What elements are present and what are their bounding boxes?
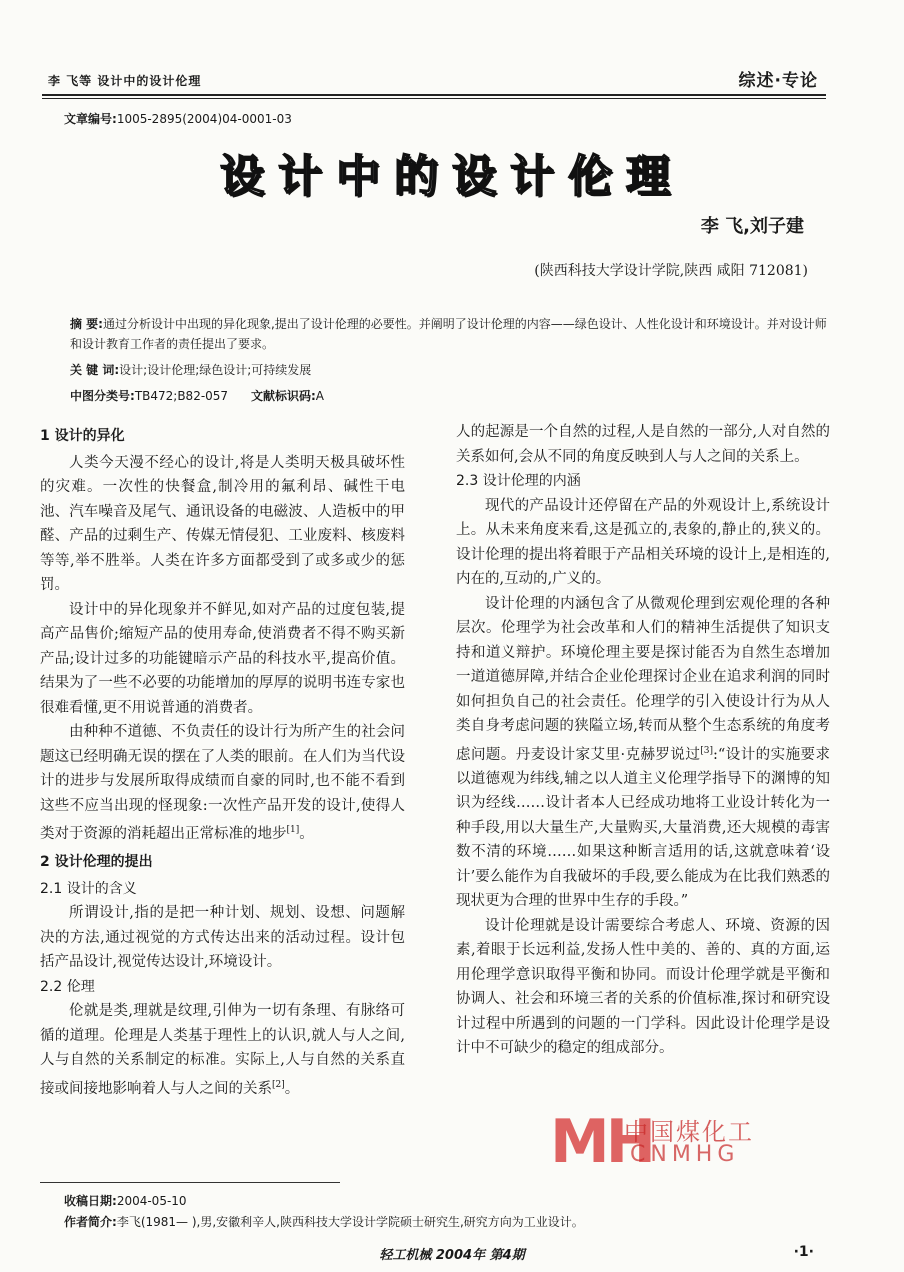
affiliation: (陕西科技大学设计学院,陕西 咸阳 712081) <box>534 263 808 279</box>
citation: [2] <box>272 1079 285 1090</box>
watermark-text-cn: 中国煤化工 <box>624 1118 754 1146</box>
paper-title: 设计中的设计伦理 <box>220 151 684 202</box>
paragraph: 设计伦理就是设计需要综合考虑人、环境、资源的因素,着眼于长远利益,发扬人性中美的、善的、真的方面,运用伦理学意识取得平衡和协同。而设计伦理学就是平衡和协调人、社会和环境三者的关系的价值标准,探讨和研究设计过程中所遇到的问题的一门学科。因此设计伦理学是设计中不可缺少的稳定的组成部分。 <box>456 917 830 1057</box>
received-date: 收稿日期:2004-05-10 <box>64 1194 187 1208</box>
paragraph: 所谓设计,指的是把一种计划、规划、设想、问题解决的方法,通过视觉的方式传达出来的活动过程。设计包括产品设计,视觉传达设计,环境设计。 <box>40 905 405 971</box>
citation: [1] <box>286 825 300 835</box>
running-header-left: 李 飞等 设计中的设计伦理 <box>48 74 202 88</box>
paragraph: 人的起源是一个自然的过程,人是自然的一部分,人对自然的关系如何,会从不同的角度反映到人与人之间的关系上。 <box>456 424 830 465</box>
subsection-heading: 2.2 伦理 <box>40 978 95 995</box>
section-heading: 1 设计的异化 <box>40 428 125 444</box>
section-heading: 2 设计伦理的提出 <box>40 854 153 871</box>
paragraph: 由种种不道德、不负责任的设计行为所产生的社会问题这已经明确无误的摆在了人类的眼前。在人们为当代设计的进步与发展所取得成绩而自豪的同时,也不能不看到这些不应当出现的怪现象:一次性产品开发的设计,使得人类对于资源的消耗超出正常标准的地步[1]。 <box>40 724 405 842</box>
journal-footer: 轻工机械 2004年 第4期 <box>379 1248 525 1263</box>
paragraph: 设计伦理的内涵包含了从微观伦理到宏观伦理的各种层次。伦理学为社会改革和人们的精神生活提供了知识支持和道义辩护。环境伦理主要是探讨能否为自然生态增加一道道德屏障,并结合企业伦理探讨企业在追求利润的同时如何担负自己的社会责任。伦理学的引入使设计行为从人类自身考虑问题的狭隘立场,转而从整个生态系统的角度考虑问题。丹麦设计家艾里·克赫罗说过[3]:“设计的实施要求以道德观为纬线,辅之以人道主义伦理学指导下的渊博的知识为经线……设计者本人已经成功地将工业设计转化为一种手段,用以大量生产,大量购买,大量消费,还大规模的毒害数不清的环境……如果这种断言适用的话,这就意味着‘设计’要么能作为自我破坏的手段,要么能成为在比我们熟悉的现状更为合理的世界中生存的手段。” <box>456 595 830 910</box>
paragraph: 伦就是类,理就是纹理,引伸为一切有条理、有脉络可循的道理。伦理是人类基于理性上的认识,就人与人之间,人与自然的关系制定的标准。实际上,人与自然的关系直接或间接地影响着人与人之间的关系[2]。 <box>40 1003 405 1097</box>
header-rule-thin <box>42 98 826 99</box>
running-header-section: 综述·专论 <box>738 71 818 91</box>
subsection-heading: 2.1 设计的含义 <box>40 880 137 897</box>
keywords: 关 键 词:设计;设计伦理;绿色设计;可持续发展 <box>70 363 312 377</box>
header-rule <box>42 94 826 96</box>
watermark-logo <box>550 1107 904 1177</box>
page-number: ·1· <box>793 1244 814 1260</box>
authors: 李 飞,刘子建 <box>700 216 804 237</box>
article-number: 文章编号:1005-2895(2004)04-0001-03 <box>64 112 292 126</box>
classification: 中图分类号:TB472;B82-057 文献标识码:A <box>70 389 324 403</box>
body-column-right <box>456 420 830 1061</box>
body-column-left <box>40 420 405 1101</box>
paragraph: 人类今天漫不经心的设计,将是人类明天极具破坏性的灾难。一次性的快餐盒,制冷用的氟利昂、碱性干电池、汽车噪音及尾气、通讯设备的电磁波、人造板中的甲醛、产品的过剩生产、传媒无情侵犯、工业废料、核废料等等,举不胜举。人类在许多方面都受到了或多或少的惩罚。 <box>40 454 405 593</box>
abstract: 摘 要:通过分析设计中出现的异化现象,提出了设计伦理的必要性。并阐明了设计伦理的内容——绿色设计、人性化设计和环境设计。并对设计师和设计教育工作者的责任提出了要求。 <box>70 317 827 351</box>
watermark-logo-mark: MH <box>550 1107 652 1177</box>
paragraph: 现代的产品设计还停留在产品的外观设计上,系统设计上。从未来角度来看,这是孤立的,表象的,静止的,狭义的。设计伦理的提出将着眼于产品相关环境的设计上,是相连的,内在的,互动的,广义的。 <box>456 497 830 587</box>
subsection-heading: 2.3 设计伦理的内涵 <box>456 473 581 489</box>
citation: [3] <box>700 745 714 756</box>
author-bio: 作者简介:李飞(1981— ),男,安徽利辛人,陕西科技大学设计学院硕士研究生,研究方向为工业设计。 <box>64 1215 584 1229</box>
paragraph: 设计中的异化现象并不鲜见,如对产品的过度包装,提高产品售价;缩短产品的使用寿命,使消费者不得不购买新产品;设计过多的功能键暗示产品的科技水平,提高价值。结果为了一些不必要的功能增加的厚厚的说明书连专家也很难看懂,更不用说普通的消费者。 <box>40 601 405 716</box>
footnote-rule <box>40 1182 340 1183</box>
watermark-text-en: CNMHG <box>630 1142 740 1167</box>
